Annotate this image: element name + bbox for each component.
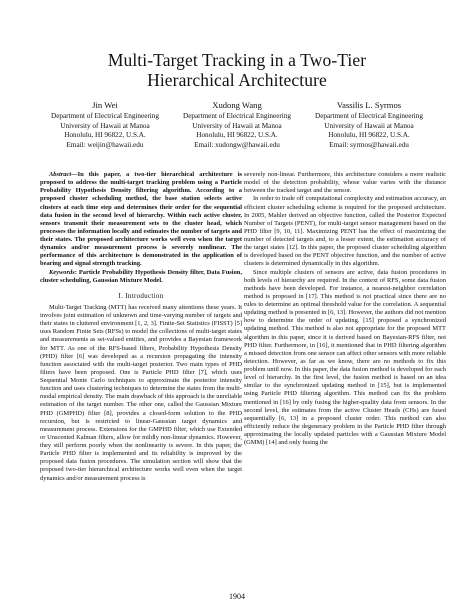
author-name: Vassilis L. Syrmos bbox=[336, 100, 402, 110]
abstract-label: Abstract bbox=[49, 171, 72, 178]
author-email: Email: xudongw@hawaii.edu bbox=[194, 141, 280, 150]
page-number: 1904 bbox=[229, 592, 245, 601]
keywords-label: Keywords bbox=[49, 268, 75, 276]
author-3 bbox=[294, 100, 444, 151]
author-email: Email: weijin@hawaii.edu bbox=[66, 141, 144, 150]
left-column bbox=[40, 171, 242, 483]
abstract bbox=[40, 171, 242, 269]
abstract-text: —In this paper, a two-tier hierarchical architecture is proposed to address the multi-target tracking problem using a Particle Probability Hypothesis Density filtering algorithm. According to a proposed cluster scheduling method, the base station selects active clusters at each time step and determines their order for the sequential data fusion in the second level of hierarchy. Within each active cluster, sensors transmit their measurement sets to the cluster head, which processes the information locally and estimates the number of targets and their states. The proposed architecture works well even when the target dynamics and/or measurement process is severely nonlinear. The performance of this architecture is demonstrated in the application of bearing and signal strength tracking. bbox=[40, 171, 242, 268]
keywords-text: : Particle Probability Hypothesis Density filter, Data Fusion, cluster scheduling, Gaussian Mixture Model. bbox=[40, 268, 242, 284]
author-2 bbox=[162, 100, 312, 151]
intro-paragraph-1: Multi-Target Tracking (MTT) has received many attentions these years. It involves joint estimation of unknown and time-varying number of targets and their states in cluttered environment [1, 2, 3]. Finite-Set Statistics (FISST) [5] uses Random Finite Sets (RFSs) to model the collections of multi-target states and measurements as set-valued entities, and provides a Bayesian framework for MTT. As one of the RFS-based filters, Probability Hypothesis Density (PHD) filter [6] was developed as a recursion propagating the intensity function associated with the multi-target posterior. Two main types of PHD filters have been proposed. One is Particle PHD filter [7], which uses Sequential Monte Carlo techniques to approximate the posterior intensity function and uses clustering techniques to determine the states from the multi-modal empirical density. The main drawback of this approach is the unreliable estimation of the target number. The other one, called the Gaussian Mixture PHD (GMPHD) filter [8], provides a closed-form solution to the PHD recursion, but is restricted to linear-Gaussian target dynamics and measurement process. Extensions for the GMPHD filter, which use Extended or Unscented Kalman filters, allow for mildly non-linear dynamics. However, they still perform poorly when the nonlinearity is severe. In this paper, the Particle PHD filter is implemented and its reliability is improved by the proposed data fusion procedures. The simulation section will show that the proposed two-tier hierarchical architecture works well even when the target dynamics and/or measurement process is bbox=[40, 303, 242, 482]
keywords bbox=[40, 269, 242, 285]
author-block bbox=[0, 100, 474, 160]
author-city: Honolulu, HI 96822, U.S.A. bbox=[196, 131, 278, 140]
right-column bbox=[244, 171, 446, 447]
author-city: Honolulu, HI 96822, U.S.A. bbox=[328, 131, 410, 140]
author-email: Email: syrmos@hawaii.edu bbox=[329, 141, 409, 150]
author-univ: University of Hawaii at Manoa bbox=[324, 121, 414, 130]
author-city: Honolulu, HI 96822, U.S.A. bbox=[64, 131, 146, 140]
author-dept: Department of Electrical Engineering bbox=[183, 112, 291, 120]
title-line-2: Hierarchical Architecture bbox=[147, 70, 327, 90]
author-name: Jin Wei bbox=[92, 100, 118, 110]
author-univ: University of Hawaii at Manoa bbox=[192, 121, 282, 130]
title-line-1: Multi-Target Tracking in a Two-Tier bbox=[107, 50, 367, 70]
intro-paragraph-2: In order to trade off computational complexity and estimation accuracy, an efficient cluster scheduling scheme is required for the proposed architecture. In 2005, Mahler derived an objective function, called the Posterior Expected Number of Targets (PENT), for multi-target sensor management based on the PHD filter [9, 10, 11]. Maximizing PENT has the effect of maximizing the number of detected targets and, to a lesser extent, the estimation accuracy of the target states [12]. In this paper, the proposed cluster scheduling algorithm is developed based on the PENT objective function, and the number of active clusters is determined dynamically in this algorithm. bbox=[244, 195, 446, 268]
section-heading-introduction: I. Introduction bbox=[118, 291, 164, 300]
author-name: Xudong Wang bbox=[212, 100, 262, 110]
author-dept: Department of Electrical Engineering bbox=[51, 112, 159, 120]
author-1 bbox=[30, 100, 180, 151]
author-univ: University of Hawaii at Manoa bbox=[60, 121, 150, 130]
author-dept: Department of Electrical Engineering bbox=[315, 112, 423, 120]
intro-paragraph-1-continued: severely non-linear. Furthermore, this architecture considers a more realistic model of the detection probability, whose value varies with the distance between the tracked target and the sensor. bbox=[244, 171, 446, 195]
intro-paragraph-3: Since multiple clusters of sensors are active, data fusion procedures in both levels of hierarchy are required. In the context of RFS, some data fusion methods have been developed. For instance, a nearest-neighbor correlation method is proposed in [17]. This method is not practical since there are no rules to determine an optimal threshold value for the correlation. A sequential updating method is presented in [6, 13]. However, the authors did not mention how to determine the order of updating. [15] proposed a synchronized updating method. This method is also not appropriate for the proposed MTT algorithm in this paper, since it is derived based on Bayesian-RFS filter, not PHD filter. Furthermore, in [16], it mentioned that in PHD filtering algorithm a missed detection from one sensor can affect other sensors with more reliable detection. However, as far as we know, there are no methods to fix this problem until now. In this paper, the data fusion method is developed for each level of hierarchy. In the first level, the fusion method is based on an idea similar to the synchronized updating method in [15], but is implemented using Particle PHD filtering algorithm. This method can fix the problem mentioned in [16] by only fusing the higher-quality data from sensors. In the second level, the estimates from the active Cluster Heads (CHs) are fused sequentially [6, 13] in a proposed cluster order. This method can also efficiently reduce the degeneracy problem in the Particle PHD filter through approximating the locally updated particles with a Gaussian Mixture Model (GMM) [14] and only fusing the bbox=[244, 268, 446, 447]
